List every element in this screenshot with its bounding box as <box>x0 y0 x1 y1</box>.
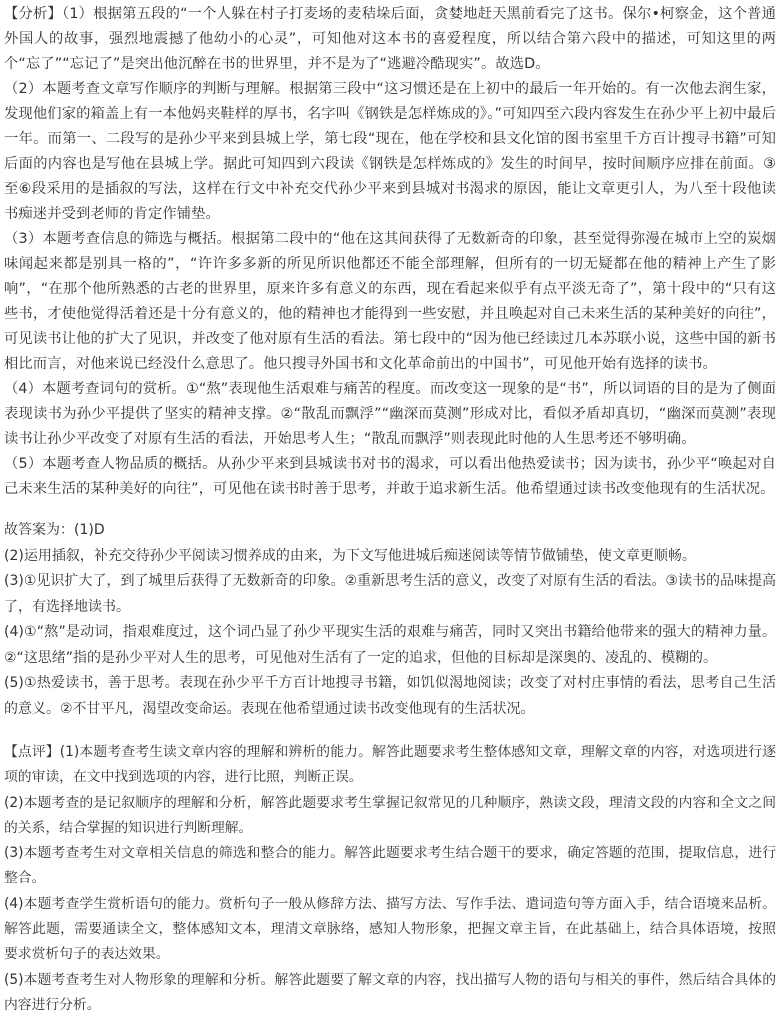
comment-paragraph-5: (5)本题考查考生对人物形象的理解和分析。解答此题要了解文章的内容，找出描写人物的语句与相关的事件，然后结合具体的内容进行分析。 <box>4 971 776 1013</box>
analysis-paragraph-4: （4）本题考查词句的赏析。①“熬”表现他生活艰难与痛苦的程度。而改变这一现象的是“书”，所以词语的目的是为了侧面表现读书为孙少平提供了坚实的精神支撑。②“散乱而飘浮”“幽深而莫测”形成对比，看似矛盾却真切，“幽深而莫测”表现读书让孙少平改变了对原有生活的看法，开始思考人生；“散乱而飘浮”则表现此时他的人生思考还不够明确。 <box>4 381 776 447</box>
answer-line-5: (5)①热爱读书，善于思考。表现在孙少平千方百计地搜寻书籍，如饥似渴地阅读；改变了对村庄事情的看法，思考自己生活的意义。②不甘平凡，渴望改变命运。表现在他希望通过读书改变他现有的生活状况。 <box>4 675 776 717</box>
answer-line-1: 故答案为：(1)D <box>4 522 105 538</box>
analysis-paragraph-2: （2）本题考查文章写作顺序的判断与理解。根据第三段中“这习惯还是在上初中的最后一年开始的。有一次他去润生家，发现他们家的箱盖上有一本他妈夹鞋样的厚书，名字叫《钢铁是怎样炼成的》。”可知四至六段内容发生在孙少平上初中最后一年。而第一、二段写的是孙少平来到县城上学，第七段“现在，他在学校和县文化馆的图书室里千方百计搜寻书籍”可知后面的内容也是写他在县城上学。据此可知四到六段读《钢铁是怎样炼成的》发生的时间早，按时间顺序应排在前面。③至⑥段采用的是插叙的写法，这样在行文中补充交代孙少平来到县城对书渴求的原因，能让文章更引人，为八至十段他读书痴迷并受到老师的肯定作铺垫。 <box>4 81 776 222</box>
comment-paragraph-1: 【点评】(1)本题考查考生读文章内容的理解和辨析的能力。解答此题要求考生整体感知文章，理解文章的内容，对选项进行逐项的审读，在文中找到选项的内容，进行比照，判断正误。 <box>4 744 776 786</box>
answer-section <box>4 518 776 722</box>
answer-line-2: (2)运用插叙，补充交待孙少平阅读习惯养成的由来，为下文写他进城后痴迷阅读等情节做铺垫，使文章更顺畅。 <box>4 547 696 564</box>
comment-paragraph-4: (4)本题考查学生赏析语句的能力。赏析句子一般从修辞方法、描写方法、写作手法、遣词造句等方面入手，结合语境来品析。解答此题，需要通读全文，整体感知文本，理清文章脉络，感知人物形象，把握文章主旨，在此基础上，结合具体语境，按照要求赏析句子的表达效果。 <box>4 895 776 963</box>
comment-paragraph-2: (2)本题考查的是记叙顺序的理解和分析，解答此题要求考生掌握记叙常见的几种顺序，熟读文段，理清文段的内容和全文之间的关系，结合掌握的知识进行判断理解。 <box>4 794 776 836</box>
analysis-paragraph-5: （5）本题考查人物品质的概括。从孙少平来到县城读书对书的渴求，可以看出他热爱读书；因为读书，孙少平“唤起对自己未来生活的某种美好的向往”，可见他在读书时善于思考，并敢于追求新生活。他希望通过读书改变他现有的生活状况。 <box>4 456 776 497</box>
comment-section <box>4 740 776 1018</box>
comment-paragraph-3: (3)本题考查考生对文章相关信息的筛选和整合的能力。解答此题要求考生结合题干的要求，确定答题的范围，提取信息，进行整合。 <box>4 845 776 887</box>
analysis-section <box>4 2 776 502</box>
analysis-paragraph-3: （3）本题考查信息的筛选与概括。根据第二段中的“他在这其间获得了无数新奇的印象，甚至觉得弥漫在城市上空的炭烟味闻起来都是别具一格的”，“许许多多新的所见所识他都还不能全部理解，但所有的一切无疑都在他的精神上产生了影响”，“在那个他所熟悉的古老的世界里，原来许多有意义的东西，现在看起来似乎有点平淡无奇了”，第十段中的“只有这些书，才使他觉得活着还是十分有意义的，他的精神也才能得到一些安慰，并且唤起对自己未来生活的某种美好的向往”，可见读书让他的扩大了见识，并改变了他对原有生活的看法。第七段中的“因为他已经读过几本苏联小说，这些中国的新书相比而言，对他来说已经没什么意思了。他只搜寻外国书和文化革命前出的中国书”，可见他开始有选择的读书。 <box>4 231 776 372</box>
answer-line-3: (3)①见识扩大了，到了城里后获得了无数新奇的印象。②重新思考生活的意义，改变了对原有生活的看法。③读书的品味提高了，有选择地读书。 <box>4 573 776 615</box>
answer-line-4: (4)①“熬”是动词，指艰难度过，这个词凸显了孙少平现实生活的艰难与痛苦，同时又突出书籍给他带来的强大的精神力量。②“这思绪”指的是孙少平对人生的思考，可见他对生活有了一定的追求，但他的目标却是深奥的、凌乱的、模糊的。 <box>4 624 776 666</box>
analysis-paragraph-1: 【分析】（1）根据第五段的“一个人躲在村子打麦场的麦秸垛后面，贪婪地赶天黑前看完了这书。保尔•柯察金，这个普通外国人的故事，强烈地震撼了他幼小的心灵”，可知他对这本书的喜爱程度，所以结合第六段中的描述，可知这里的两个“忘了”“忘记了”是突出他沉醉在书的世界里，并不是为了“逃避冷酷现实”。故选D。 <box>4 6 776 72</box>
